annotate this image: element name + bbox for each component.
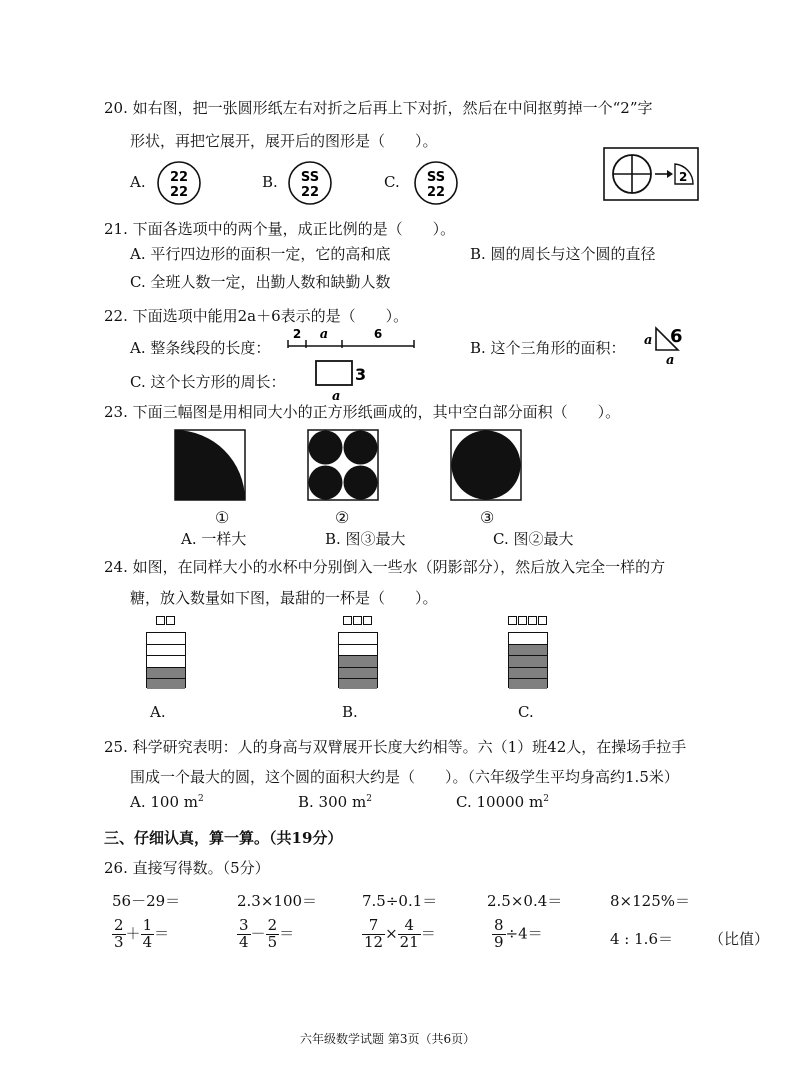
q23-figure-2-label: ②: [335, 508, 350, 527]
q22-triangle-figure: [640, 322, 696, 368]
q26-r1-expr-2: 2.3×100＝: [237, 892, 318, 910]
q22-rect-label-3: 3: [355, 365, 367, 384]
q26-r1-expr-3: 7.5÷0.1＝: [362, 892, 438, 910]
q24-cup-b[interactable]: [328, 614, 388, 690]
q23-figure-3-label: ③: [480, 508, 495, 527]
q24-line2: 糖，放入数量如下图，最甜的一杯是（ ）。: [130, 589, 438, 607]
q22-stem: 22. 下面选项中能用2a＋6表示的是（ ）。: [104, 307, 409, 325]
water-cup: [508, 632, 548, 688]
q21-stem: 21. 下面各选项中的两个量，成正比例的是（ ）。: [104, 220, 456, 238]
q22-tri-label-6: 6: [670, 326, 683, 347]
q21-option-c[interactable]: C. 全班人数一定，出勤人数和缺勤人数: [130, 273, 391, 291]
q20-b-bottom-glyph: 22: [300, 185, 320, 200]
cup-band: [339, 633, 377, 644]
sugar-cube: [363, 616, 372, 625]
q24-cup-a[interactable]: [136, 614, 196, 690]
cup-band: [339, 644, 377, 655]
q23-stem: 23. 下面三幅图是用相同大小的正方形纸画成的，其中空白部分面积（ ）。: [104, 403, 621, 421]
cup-band: [509, 644, 547, 655]
q26-r2-note: （比值）: [709, 930, 770, 948]
q22-option-b[interactable]: B. 这个三角形的面积：: [470, 339, 626, 357]
q20-option-a-figure: [156, 160, 202, 206]
cup-band: [509, 678, 547, 689]
sugar-cube: [353, 616, 362, 625]
q20-option-b-label[interactable]: B.: [262, 173, 278, 191]
q20-option-b-figure: [287, 160, 333, 206]
q23-figure-1-label: ①: [215, 508, 230, 527]
q24-line1: 24. 如图，在同样大小的水杯中分别倒入一些水（阴影部分），然后放入完全一样的方: [104, 558, 666, 576]
q24-cup-c[interactable]: [498, 614, 558, 690]
q25-option-b[interactable]: B. 300 $m^2$: [298, 793, 372, 811]
sugar-cube: [156, 616, 165, 625]
q22-rectangle-figure: [312, 357, 368, 403]
q20-reference-figure: [603, 147, 699, 201]
q20-option-c-figure: [413, 160, 459, 206]
q20-option-a-label[interactable]: A.: [130, 173, 146, 191]
q26-stem: 26. 直接写得数。（5分）: [104, 859, 270, 877]
q21-option-a[interactable]: A. 平行四边形的面积一定，它的高和底: [130, 245, 391, 263]
water-cup: [146, 632, 186, 688]
q25-option-c[interactable]: C. 10000 $m^2$: [456, 793, 549, 811]
water-cup: [338, 632, 378, 688]
q26-r2-expr-3: $\frac{7}{12}$ × $\frac{4}{21}$ ＝: [364, 916, 436, 951]
sugar-cube: [508, 616, 517, 625]
q23-figure-1: [174, 429, 246, 501]
cup-band: [147, 678, 185, 689]
sugar-cube: [538, 616, 547, 625]
q20-a-bottom-glyph: 22: [169, 185, 189, 200]
q23-option-a[interactable]: A. 一样大: [181, 530, 247, 548]
q20-line1: 20. 如右图，把一张圆形纸左右对折之后再上下对折，然后在中间抠剪掉一个“2”字: [104, 99, 653, 117]
q23-figure-3: [450, 429, 522, 501]
sugar-cube: [518, 616, 527, 625]
q22-option-c[interactable]: C. 这个长方形的周长：: [130, 373, 286, 391]
q26-r1-expr-1: 56－29＝: [112, 892, 181, 910]
cup-band: [147, 644, 185, 655]
q20-b-top-glyph: SS: [300, 170, 320, 185]
q22-seg-label-6: 6: [373, 327, 383, 341]
q24-label-c[interactable]: C.: [518, 703, 534, 721]
cup-band: [339, 678, 377, 689]
q20-c-top-glyph: SS: [426, 170, 446, 185]
q25-option-a[interactable]: A. 100 $m^2$: [130, 793, 204, 811]
sugar-cube: [528, 616, 537, 625]
q20-option-c-label[interactable]: C.: [384, 173, 400, 191]
q24-label-b[interactable]: B.: [342, 703, 358, 721]
q22-segment-figure: [284, 326, 418, 354]
sugar-cube: [166, 616, 175, 625]
cup-band: [509, 633, 547, 644]
cup-band: [509, 667, 547, 678]
q22-option-a[interactable]: A. 整条线段的长度：: [130, 339, 271, 357]
q20-a-top-glyph: 22: [169, 170, 189, 185]
q26-r1-expr-5: 8×125%＝: [610, 892, 690, 910]
q20-result-glyph: 2: [679, 170, 688, 184]
cup-band: [147, 667, 185, 678]
q24-label-a[interactable]: A.: [150, 703, 166, 721]
q23-figure-2: [307, 429, 379, 501]
q23-option-b[interactable]: B. 图③最大: [325, 530, 406, 548]
q26-r2-expr-2: $\frac{3}{4}$ － $\frac{2}{5}$ ＝: [239, 916, 295, 951]
q26-r1-expr-4: 2.5×0.4＝: [487, 892, 563, 910]
q22-rect-label-a: a: [332, 389, 341, 403]
q22-tri-label-a-left: a: [644, 333, 653, 348]
page-footer: 六年级数学试题 第3页（共6页）: [300, 1032, 476, 1046]
q23-option-c[interactable]: C. 图②最大: [493, 530, 574, 548]
q25-line2: 围成一个最大的圆，这个圆的面积大约是（ ）。（六年级学生平均身高约1.5米）: [130, 768, 679, 786]
cup-band: [147, 633, 185, 644]
q20-c-bottom-glyph: 22: [426, 185, 446, 200]
cup-band: [147, 655, 185, 666]
q21-option-b[interactable]: B. 圆的周长与这个圆的直径: [470, 245, 656, 263]
section-3-heading: 三、仔细认真，算一算。（共19分）: [104, 829, 343, 847]
cup-band: [339, 655, 377, 666]
sugar-cube: [343, 616, 352, 625]
q26-r2-expr-4: $\frac{8}{9}$ ÷4＝: [494, 916, 543, 951]
q25-line1: 25. 科学研究表明：人的身高与双臂展开长度大约相等。六（1）班42人，在操场手拉手: [104, 738, 687, 756]
cup-band: [339, 667, 377, 678]
q22-seg-label-a: a: [319, 327, 329, 342]
q20-line2: 形状，再把它展开，展开后的图形是（ ）。: [130, 132, 438, 150]
q26-r2-expr-5: 4 : 1.6＝: [610, 930, 673, 948]
q22-seg-label-2: 2: [292, 327, 302, 341]
q22-tri-label-a-bottom: a: [666, 353, 675, 368]
cup-band: [509, 655, 547, 666]
q26-r2-expr-1: $\frac{2}{3}$ ＋ $\frac{1}{4}$ ＝: [114, 916, 170, 951]
